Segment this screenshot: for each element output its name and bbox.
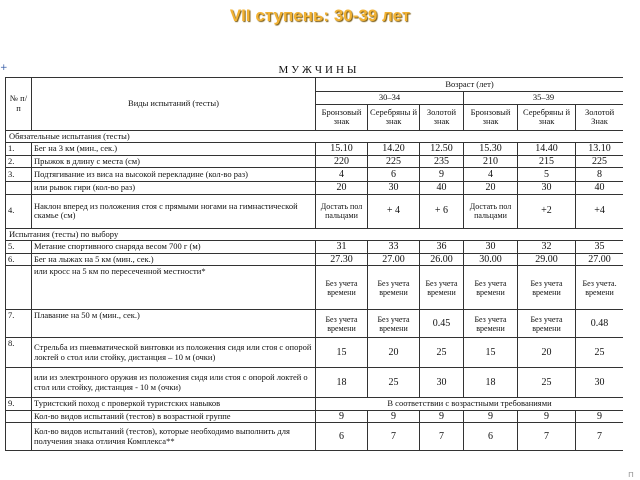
table-row [6, 368, 624, 398]
table-row [6, 338, 624, 368]
sheet-title: МУЖЧИНЫ [278, 64, 360, 76]
cell-value: 25 [518, 368, 576, 398]
cell-value: 25 [420, 338, 464, 368]
cell-value: 9 [316, 410, 368, 423]
row-name: Кол-во видов испытаний (тестов) в возрастной группе [32, 410, 316, 423]
cell-value: Без учета времени [518, 310, 576, 338]
table-row [6, 310, 624, 338]
row-num: 1. [6, 143, 32, 156]
row-name: Плавание на 50 м (мин., сек.) [32, 310, 316, 338]
cell-value: 30 [518, 182, 576, 195]
cell-value: 20 [316, 182, 368, 195]
cell-value: Без учета времени [368, 310, 420, 338]
cell-value: 27.30 [316, 253, 368, 266]
header-group-30-34: 30–34 [316, 92, 464, 105]
row-num-empty [6, 410, 32, 423]
row-name: или из электронного оружия из положения сидя или стоя с опорой локтей о стол или стойку, дистанция - 10 м (очки) [32, 368, 316, 398]
row-num-empty [6, 368, 32, 398]
header-num: № п/п [6, 78, 32, 131]
cell-value: 30 [420, 368, 464, 398]
cell-value: 20 [368, 338, 420, 368]
cell-value: 18 [464, 368, 518, 398]
row-num-empty [6, 423, 32, 451]
table-row [6, 143, 624, 156]
norms-table [5, 77, 623, 451]
header-tests: Виды испытаний (тесты) [32, 78, 316, 131]
cell-value: 9 [368, 410, 420, 423]
cell-value: Без учета времени [420, 266, 464, 310]
table-row [6, 266, 624, 310]
table-row [6, 253, 624, 266]
row-num: 3. [6, 168, 32, 182]
cell-value: 9 [420, 410, 464, 423]
cell-value: Без учета. времени [576, 266, 624, 310]
row-name: Наклон вперед из положения стоя с прямыми ногами на гимнастической скамье (см) [32, 194, 316, 228]
header-gold-2: Золотой Знак [576, 104, 624, 130]
cell-value: 6 [464, 423, 518, 451]
row-num: 5. [6, 241, 32, 254]
cell-value: Без учета времени [464, 266, 518, 310]
cell-value: 215 [518, 155, 576, 168]
cell-value: 26.00 [420, 253, 464, 266]
cell-value: 15.30 [464, 143, 518, 156]
row-num-empty [6, 266, 32, 310]
header-gold-1: Золотой знак [420, 104, 464, 130]
cell-value: 8 [576, 168, 624, 182]
row-num: 6. [6, 253, 32, 266]
cell-value: 18 [316, 368, 368, 398]
cell-value: +2 [518, 194, 576, 228]
row-num: 9. [6, 398, 32, 411]
cell-value: 30.00 [464, 253, 518, 266]
cell-value: 36 [420, 241, 464, 254]
header-row-age [6, 78, 624, 92]
cell-value: 9 [420, 168, 464, 182]
cell-value: 225 [368, 155, 420, 168]
cell-value: 0.48 [576, 310, 624, 338]
cell-value: 9 [576, 410, 624, 423]
table-row [6, 168, 624, 182]
cell-value: 5 [518, 168, 576, 182]
section-required-label: Обязательные испытания (тесты) [6, 130, 624, 143]
table-row [6, 423, 624, 451]
cell-value: 12.50 [420, 143, 464, 156]
cell-value: Без учета времени [368, 266, 420, 310]
cell-value: 235 [420, 155, 464, 168]
cell-value: 27.00 [368, 253, 420, 266]
cell-value: 6 [368, 168, 420, 182]
row-name: или рывок гири (кол-во раз) [32, 182, 316, 195]
cell-value: 220 [316, 155, 368, 168]
cell-value: 9 [518, 410, 576, 423]
table-row [6, 182, 624, 195]
cell-value: 40 [420, 182, 464, 195]
cell-value: Без учета времени [518, 266, 576, 310]
anchor-marker: + [0, 63, 8, 73]
row-name: Метание спортивного снаряда весом 700 г (м) [32, 241, 316, 254]
cell-value: 32 [518, 241, 576, 254]
cell-value: 30 [576, 368, 624, 398]
row-name: Подтягивание из виса на высокой перекладине (кол-во раз) [32, 168, 316, 182]
cell-value: 6 [316, 423, 368, 451]
cell-value: 7 [368, 423, 420, 451]
row-num: 7. [6, 310, 32, 338]
header-silver-1: Серебряны й знак [368, 104, 420, 130]
cell-value: 4 [464, 168, 518, 182]
cell-value: +4 [576, 194, 624, 228]
cell-value: 20 [518, 338, 576, 368]
header-silver-2: Серебряны й знак [518, 104, 576, 130]
row-name: Кол-во видов испытаний (тестов), которые необходимо выполнить для получения знака отличия Комплекса** [32, 423, 316, 451]
corner-mark: п [628, 470, 634, 480]
cell-value: 15.10 [316, 143, 368, 156]
row-name: или кросс на 5 км по пересеченной местности* [32, 266, 316, 310]
cell-value: 30 [368, 182, 420, 195]
cell-value: Достать пол пальцами [464, 194, 518, 228]
cell-value: 40 [576, 182, 624, 195]
table-row [6, 241, 624, 254]
cell-value: Достать пол пальцами [316, 194, 368, 228]
cell-value: 25 [576, 338, 624, 368]
cell-value: 14.20 [368, 143, 420, 156]
cell-value: 25 [368, 368, 420, 398]
section-required [6, 130, 624, 143]
row-num: 8. [6, 338, 32, 368]
slide-title: VII ступень: 30-39 лет [229, 6, 411, 25]
cell-value: Без учета времени [316, 310, 368, 338]
cell-value: 27.00 [576, 253, 624, 266]
row-name: Бег на 3 км (мин., сек.) [32, 143, 316, 156]
header-bronze-1: Бронзовый знак [316, 104, 368, 130]
cell-value: 225 [576, 155, 624, 168]
table-row [6, 194, 624, 228]
cell-value: 29.00 [518, 253, 576, 266]
cell-value: 7 [576, 423, 624, 451]
section-optional-label: Испытания (тесты) по выбору [6, 228, 624, 241]
row-name: Прыжок в длину с места (см) [32, 155, 316, 168]
cell-value: 15 [464, 338, 518, 368]
cell-value: + 4 [368, 194, 420, 228]
table-row [6, 155, 624, 168]
cell-value: + 6 [420, 194, 464, 228]
cell-value: 15 [316, 338, 368, 368]
row-name: Бег на лыжах на 5 км (мин., сек.) [32, 253, 316, 266]
cell-value: 4 [316, 168, 368, 182]
cell-value: 31 [316, 241, 368, 254]
cell-value: 9 [464, 410, 518, 423]
norms-document [5, 64, 623, 478]
cell-value: 33 [368, 241, 420, 254]
cell-value: 35 [576, 241, 624, 254]
row-num: 4. [6, 194, 32, 228]
cell-note: В соответствии с возрастными требованиями [316, 398, 624, 411]
table-row [6, 398, 624, 411]
header-age: Возраст (лет) [316, 78, 624, 92]
cell-value: 30 [464, 241, 518, 254]
row-name: Стрельба из пневматической винтовки из положения сидя или стоя с опорой локтей о стол или стойку, дистанция – 10 м (очки) [32, 338, 316, 368]
row-num: 2. [6, 155, 32, 168]
cell-value: 7 [518, 423, 576, 451]
cell-value: Без учета времени [316, 266, 368, 310]
table-row [6, 410, 624, 423]
cell-value: 210 [464, 155, 518, 168]
cell-value: 20 [464, 182, 518, 195]
cell-value: 13.10 [576, 143, 624, 156]
header-group-35-39: 35–39 [464, 92, 624, 105]
cell-value: 7 [420, 423, 464, 451]
cell-value: 14.40 [518, 143, 576, 156]
cell-value: Без учета времени [464, 310, 518, 338]
cell-value: 0.45 [420, 310, 464, 338]
section-optional [6, 228, 624, 241]
row-name: Туристский поход с проверкой туристских навыков [32, 398, 316, 411]
header-bronze-2: Бронзовый знак [464, 104, 518, 130]
row-num-empty [6, 182, 32, 195]
